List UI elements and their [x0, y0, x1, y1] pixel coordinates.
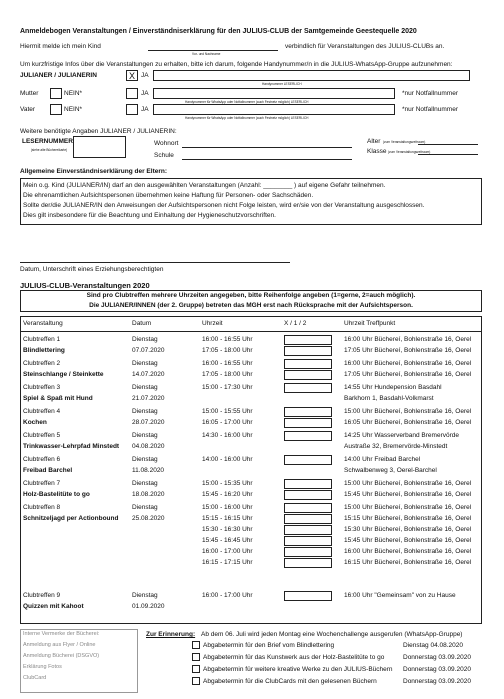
consent-line-3: Sollte der/die JULIANER/IN den Anweisungen der Aufsichtspersonen nicht Folge leisten, wird er/sie von der Veranstaltung ausgeschlossen.	[23, 202, 425, 209]
mutter-nein-checkbox[interactable]	[50, 88, 62, 99]
event-choice-field[interactable]	[284, 558, 332, 568]
event-date: 04.08.2020	[132, 443, 165, 450]
event-day: Dienstag	[132, 456, 158, 463]
signature-label: Datum, Unterschrift eines Erziehungsberechtigten	[20, 266, 164, 273]
event-meeting-point: Barkhorn 1, Basdahl-Volkmarst	[344, 395, 434, 402]
deadline-date-3: Donnerstag 03.09.2020	[403, 666, 471, 673]
erinnerung-label: Zur Erinnerung:	[146, 631, 196, 638]
event-club-label: Clubtreffen 4	[23, 408, 61, 415]
mutter-nein-label: NEIN*	[64, 90, 83, 97]
internal-line-2: Anmeldung aus Flyer / Online	[23, 642, 96, 648]
alter-line[interactable]	[418, 144, 478, 145]
event-choice-field[interactable]	[284, 591, 332, 601]
event-date: 11.08.2020	[132, 467, 165, 474]
mutter-caption: Handynummer für WhatsApp oder Notfallnummer (auch Festnetz möglich) LESERLICH	[185, 100, 309, 104]
schule-label: Schule	[154, 152, 174, 159]
event-meeting-point: 15:30 Uhr Büchereí, Bohlenstraße 16, Oerel	[344, 526, 472, 533]
event-name: Schnitzeljagd per Actionbound	[23, 515, 119, 522]
event-club-label: Clubtreffen 1	[23, 336, 61, 343]
event-choice-field[interactable]	[284, 490, 332, 500]
event-date: 14.07.2020	[132, 371, 165, 378]
child-name-line[interactable]	[148, 50, 278, 51]
event-time: 15:30 - 16:30 Uhr	[202, 526, 253, 533]
enrol-text-tail: verbindlich für Veranstaltungen des JULIUS-CLUBs an.	[285, 43, 445, 50]
handy-caption: Handynummer LESERLICH	[262, 82, 302, 86]
event-meeting-point: Schwalbenweg 3, Oerel-Barchel	[344, 467, 437, 474]
event-choice-field[interactable]	[284, 503, 332, 513]
vater-caption: Handynummer für WhatsApp oder Notfallnummer (auch Festnetz möglich) LESERLICH	[185, 116, 309, 120]
event-meeting-point: 16:15 Uhr Büchereí, Bohlenstraße 16, Oerel	[344, 559, 472, 566]
consent-line-1: Mein o.g. Kind (JULIANER/IN) darf an den ausgewählten Veranstaltungen (Anzahl: ________ ) auf eigene Gefahr teilnehmen.	[23, 182, 386, 189]
event-meeting-point: 16:00 Uhr Büchereí, Bohlenstraße 16, Oerel	[344, 548, 472, 555]
event-time: 15:45 - 16:20 Uhr	[202, 491, 253, 498]
alter-caption: (zum Veranstaltungszeitraum)	[383, 140, 426, 144]
schule-line[interactable]	[182, 159, 352, 160]
event-club-label: Clubtreffen 2	[23, 360, 61, 367]
lesernummer-label: LESERNUMMER	[22, 138, 73, 145]
event-choice-field[interactable]	[284, 418, 332, 428]
klasse-line[interactable]	[418, 154, 478, 155]
event-meeting-point: 15:00 Uhr Büchereí, Bohlenstraße 16, Oerel	[344, 504, 472, 511]
deadline-date-4: Donnerstag 03.09.2020	[403, 678, 471, 685]
col-header-name: Veranstaltung	[23, 320, 63, 327]
event-choice-field[interactable]	[284, 547, 332, 557]
mutter-ja-label: JA	[141, 90, 149, 97]
julianer-phone-field[interactable]	[153, 70, 470, 81]
vater-nein-checkbox[interactable]	[50, 104, 62, 115]
event-choice-field[interactable]	[284, 479, 332, 489]
event-choice-field[interactable]	[284, 525, 332, 535]
event-choice-field[interactable]	[284, 431, 332, 441]
event-club-label: Clubtreffen 8	[23, 504, 61, 511]
event-choice-field[interactable]	[284, 346, 332, 356]
internal-line-3: Anmeldung Bücherei (DSGVO)	[23, 653, 100, 659]
col-header-choice: X / 1 / 2	[284, 320, 307, 327]
event-day: Dienstag	[132, 408, 158, 415]
event-time: 17:05 - 18:00 Uhr	[202, 371, 253, 378]
event-club-label: Clubtreffen 5	[23, 432, 61, 439]
mutter-phone-field[interactable]	[153, 88, 395, 99]
event-name: Kochen	[23, 419, 47, 426]
event-time: 15:15 - 16:15 Uhr	[202, 515, 253, 522]
event-date: 25.08.2020	[132, 515, 165, 522]
deadline-date-2: Donnerstag 03.09.2020	[403, 654, 471, 661]
event-time: 15:00 - 15:55 Uhr	[202, 408, 253, 415]
name-caption: Vor- und Nachname	[192, 52, 221, 56]
event-meeting-point: 15:45 Uhr Büchereí, Bohlenstraße 16, Oerel	[344, 537, 472, 544]
event-name: Holz-Bastelitüte to go	[23, 491, 90, 498]
deadline-text-4: Abgabetermin für die ClubCards mit den gelesenen Büchern	[203, 678, 377, 685]
event-choice-field[interactable]	[284, 514, 332, 524]
enrol-text: Hiermit melde ich mein Kind	[20, 43, 101, 50]
event-choice-field[interactable]	[284, 536, 332, 546]
event-meeting-point: 15:15 Uhr Büchereí, Bohlenstraße 16, Oerel	[344, 515, 472, 522]
col-header-time: Uhrzeit	[202, 320, 223, 327]
event-meeting-point: 16:00 Uhr "Gemeinsam" von zu Hause	[344, 592, 456, 599]
event-day: Dienstag	[132, 360, 158, 367]
event-time: 16:00 - 17:00 Uhr	[202, 548, 253, 555]
whatsapp-intro: Um kurzfristige Infos über die Veranstaltungen zu erhalten, bitte ich darum, folgende Handynummer/n in die JULIUS-WhatsApp-Gruppe aufzunehmen:	[20, 61, 453, 68]
event-club-label: Clubtreffen 3	[23, 384, 61, 391]
event-meeting-point: 15:00 Uhr Büchereí, Bohlenstraße 16, Oerel	[344, 480, 472, 487]
event-club-label: Clubtreffen 6	[23, 456, 61, 463]
event-name: Quizzen mit Kahoot	[23, 603, 84, 610]
event-meeting-point: 15:00 Uhr Büchereí, Bohlenstraße 16, Oerel	[344, 408, 472, 415]
event-meeting-point: 17:05 Uhr Büchereí, Bohlenstraße 16, Oerel	[344, 347, 472, 354]
event-choice-field[interactable]	[284, 383, 332, 393]
col-header-meet: Uhrzeit Treffpunkt	[344, 320, 396, 327]
events-notice-1: Sind pro Clubtreffen mehrere Uhrzeiten angegeben, bitte Reihenfolge angeben (1=gerne, 2=auch möglich).	[86, 292, 416, 299]
event-meeting-point: 14:25 Uhr Wasserverband Bremervörde	[344, 432, 460, 439]
erinnerung-text: Ab dem 06. Juli wird jeden Montag eine Wochenchallenge ausgerufen (WhatsApp-Gruppe)	[201, 631, 463, 638]
internal-notes-box	[20, 629, 138, 693]
event-name: Trinkwasser-Lehrpfad Minstedt	[23, 443, 120, 450]
event-day: Dienstag	[132, 480, 158, 487]
event-meeting-point: 14:55 Uhr Hundepension Basdahl	[344, 384, 442, 391]
event-club-label: Clubtreffen 9	[23, 592, 61, 599]
event-time: 15:00 - 17:30 Uhr	[202, 384, 253, 391]
event-day: Dienstag	[132, 504, 158, 511]
deadline-text-1: Abgabetermin für den Brief vom Blindlettering	[203, 642, 335, 649]
signature-line[interactable]	[20, 262, 290, 263]
event-time: 16:00 - 16:55 Uhr	[202, 336, 253, 343]
internal-line-4: Erklärung Fotos	[23, 664, 62, 670]
event-name: Spiel & Spaß mit Hund	[23, 395, 93, 402]
event-date: 28.07.2020	[132, 419, 165, 426]
further-title: Weitere benötigte Angaben JULIANER / JULIANERIN:	[20, 128, 177, 135]
event-day: Dienstag	[132, 592, 158, 599]
deadline-checkbox-2[interactable]	[192, 653, 200, 661]
event-time: 15:45 - 16:45 Uhr	[202, 537, 253, 544]
deadline-date-1: Dienstag 04.08.2020	[403, 642, 463, 649]
mutter-label: Mutter	[20, 90, 39, 97]
deadline-checkbox-1[interactable]	[192, 641, 200, 649]
deadline-checkbox-3[interactable]	[192, 665, 200, 673]
events-notice-2: Die JULIANER/INNEN (der 2. Gruppe) betreten das MGH erst nach Rücksprache mit der Aufsichtsperson.	[89, 302, 413, 309]
event-choice-field[interactable]	[284, 455, 332, 465]
table-header-divider	[20, 331, 482, 332]
ja-label: JA	[141, 72, 149, 79]
klasse-label: Klasse	[367, 148, 387, 155]
event-choice-field[interactable]	[284, 359, 332, 369]
event-name: Freibad Barchel	[23, 467, 73, 474]
event-date: 21.07.2020	[132, 395, 165, 402]
event-meeting-point: 16:00 Uhr Büchereí, Bohlenstraße 16, Oerel	[344, 360, 472, 367]
event-meeting-point: Austraße 32, Bremervörde-Minstedt	[344, 443, 448, 450]
vater-label: Vater	[20, 106, 36, 113]
mutter-notfall: *nur Notfallnummer	[402, 90, 458, 97]
page-title: Anmeldebogen Veranstaltungen / Einverständniserklärung für den JULIUS-CLUB der Samtgemeinde Geestequelle 2020	[20, 28, 417, 35]
event-time: 16:00 - 16:55 Uhr	[202, 360, 253, 367]
leser-caption: (siehe alte Büchereikarte)	[30, 148, 68, 152]
vater-ja-label: JA	[141, 106, 149, 113]
alter-label: Alter	[367, 138, 381, 145]
deadline-text-2: Abgabetermin für das Kunstwerk aus der Holz-Bastelitüte to go	[203, 654, 385, 661]
deadline-checkbox-4[interactable]	[192, 677, 200, 685]
consent-line-2: Die ehrenamtlichen Aufsichtspersonen übernehmen keine Haftung für Personen- oder Sachschäden.	[23, 192, 314, 199]
lesernummer-field[interactable]	[73, 136, 126, 158]
col-header-date: Datum	[132, 320, 152, 327]
julianer-label: JULIANER / JULIANERIN	[20, 72, 97, 79]
vater-phone-field[interactable]	[153, 104, 395, 115]
event-meeting-point: 15:45 Uhr Büchereí, Bohlenstraße 16, Oerel	[344, 491, 472, 498]
event-day: Dienstag	[132, 384, 158, 391]
event-time: 17:05 - 18:00 Uhr	[202, 347, 253, 354]
event-date: 18.08.2020	[132, 491, 165, 498]
event-time: 14:00 - 16:00 Uhr	[202, 456, 253, 463]
event-time: 15:00 - 15:35 Uhr	[202, 480, 253, 487]
deadline-text-3: Abgabetermin für weitere kreative Werke zu den JULIUS-Büchern	[203, 666, 393, 673]
event-day: Dienstag	[132, 336, 158, 343]
event-choice-field[interactable]	[284, 370, 332, 380]
events-title: JULIUS-CLUB-Veranstaltungen 2020	[20, 281, 150, 290]
event-time: 14:30 - 16:00 Uhr	[202, 432, 253, 439]
wohnort-label: Wohnort	[154, 140, 179, 147]
event-date: 01.09.2020	[132, 603, 165, 610]
event-day: Dienstag	[132, 432, 158, 439]
wohnort-line[interactable]	[182, 147, 352, 148]
consent-title: Allgemeine Einverständniserklärung der Eltern:	[20, 168, 168, 175]
vater-nein-label: NEIN*	[64, 106, 83, 113]
event-meeting-point: 16:00 Uhr Büchereí, Bohlenstraße 16, Oerel	[344, 336, 472, 343]
event-name: Steinschlange / Steinkette	[23, 371, 104, 378]
event-choice-field[interactable]	[284, 335, 332, 345]
event-time: 16:15 - 17:15 Uhr	[202, 559, 253, 566]
vater-ja-checkbox[interactable]	[126, 104, 138, 115]
vater-notfall: *nur Notfallnummer	[402, 106, 458, 113]
internal-line-1: Interne Vermerke der Bücherei:	[23, 631, 100, 637]
event-name: Blindlettering	[23, 347, 65, 354]
internal-line-5: ClubCard	[23, 675, 47, 681]
event-meeting-point: 17:05 Uhr Büchereí, Bohlenstraße 16, Oerel	[344, 371, 472, 378]
mutter-ja-checkbox[interactable]	[126, 88, 138, 99]
event-time: 16:05 - 17:00 Uhr	[202, 419, 253, 426]
event-time: 15:00 - 16:00 Uhr	[202, 504, 253, 511]
event-date: 07.07.2020	[132, 347, 165, 354]
event-meeting-point: 14:00 Uhr Freibad Barchel	[344, 456, 421, 463]
event-choice-field[interactable]	[284, 407, 332, 417]
consent-line-4: Dies gilt insbesondere für die Beachtung und Einhaltung der Hygieneschutzvorschriften.	[23, 212, 276, 219]
event-meeting-point: 16:05 Uhr Büchereí, Bohlenstraße 16, Oerel	[344, 419, 472, 426]
klasse-caption: (zum Veranstaltungszeitraum)	[388, 150, 431, 154]
julianer-ja-checkbox[interactable]: X	[126, 70, 138, 81]
event-time: 16:00 - 17:00 Uhr	[202, 592, 253, 599]
event-club-label: Clubtreffen 7	[23, 480, 61, 487]
